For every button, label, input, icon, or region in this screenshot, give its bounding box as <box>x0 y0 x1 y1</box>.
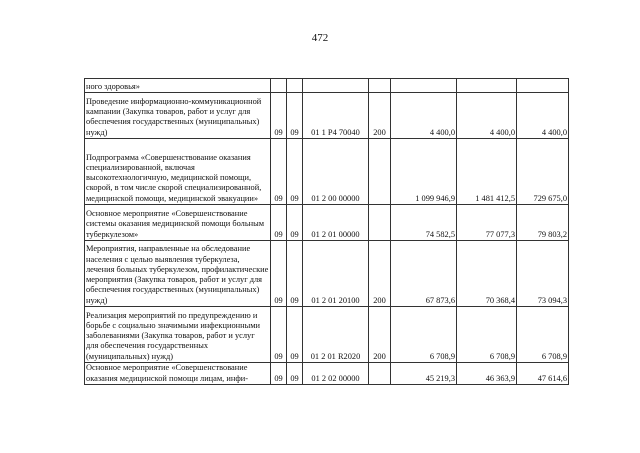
row-amount-year2: 4 400,0 <box>457 93 517 139</box>
row-expense-type: 200 <box>369 93 391 139</box>
row-podrazdel: 09 <box>287 139 303 205</box>
row-amount-year1: 1 099 946,9 <box>391 139 457 205</box>
row-amount-year3: 79 803,2 <box>517 205 569 241</box>
row-amount-year3 <box>517 79 569 93</box>
row-razdel: 09 <box>271 363 287 385</box>
row-podrazdel: 09 <box>287 307 303 363</box>
table-row <box>85 79 569 93</box>
row-podrazdel: 09 <box>287 205 303 241</box>
row-amount-year2: 46 363,9 <box>457 363 517 385</box>
row-expense-type <box>369 205 391 241</box>
table-row <box>85 205 569 241</box>
row-amount-year1: 4 400,0 <box>391 93 457 139</box>
row-expense-type: 200 <box>369 307 391 363</box>
row-amount-year3: 729 675,0 <box>517 139 569 205</box>
table-row <box>85 139 569 205</box>
row-name: Основное мероприятие «Совершенствование оказания медицинской помощи лицам, инфи- <box>85 363 271 385</box>
row-amount-year1: 74 582,5 <box>391 205 457 241</box>
row-expense-type <box>369 363 391 385</box>
row-name: Мероприятия, направленные на обследование населения с целью выявления туберкулеза, лечения больных туберкулезом, профилактические мероприятия (Закупка товаров, работ и услуг для обеспечения государственных (муниципальных) нужд) <box>85 241 271 307</box>
table-row <box>85 363 569 385</box>
row-name: Реализация мероприятий по предупреждению и борьбе с социально значимыми инфекционными заболеваниями (Закупка товаров, работ и услуг для обеспечения государственных (муниципальных) нужд) <box>85 307 271 363</box>
table-row <box>85 241 569 307</box>
row-expense-type: 200 <box>369 241 391 307</box>
row-target-article: 01 2 02 00000 <box>303 363 369 385</box>
row-podrazdel <box>287 79 303 93</box>
row-name: Проведение информационно-коммуникационной кампании (Закупка товаров, работ и услуг для обеспечения государственных (муниципальных) нужд) <box>85 93 271 139</box>
row-target-article: 01 1 P4 70040 <box>303 93 369 139</box>
row-amount-year3: 73 094,3 <box>517 241 569 307</box>
row-razdel: 09 <box>271 205 287 241</box>
row-amount-year3: 6 708,9 <box>517 307 569 363</box>
row-amount-year2: 6 708,9 <box>457 307 517 363</box>
row-razdel: 09 <box>271 93 287 139</box>
row-amount-year3: 47 614,6 <box>517 363 569 385</box>
row-amount-year1 <box>391 79 457 93</box>
row-target-article <box>303 79 369 93</box>
page-number: 472 <box>311 32 329 44</box>
row-target-article: 01 2 01 R2020 <box>303 307 369 363</box>
row-amount-year3: 4 400,0 <box>517 93 569 139</box>
row-name: ного здоровья» <box>85 79 271 93</box>
row-razdel: 09 <box>271 241 287 307</box>
row-expense-type <box>369 139 391 205</box>
row-target-article: 01 2 01 20100 <box>303 241 369 307</box>
table-row <box>85 307 569 363</box>
row-razdel: 09 <box>271 307 287 363</box>
row-amount-year2: 1 481 412,5 <box>457 139 517 205</box>
row-amount-year2: 77 077,3 <box>457 205 517 241</box>
row-amount-year2: 70 368,4 <box>457 241 517 307</box>
row-name: Основное мероприятие «Совершенствование системы оказания медицинской помощи больным туберкулезом» <box>85 205 271 241</box>
row-podrazdel: 09 <box>287 363 303 385</box>
budget-table <box>84 78 569 385</box>
row-target-article: 01 2 00 00000 <box>303 139 369 205</box>
row-target-article: 01 2 01 00000 <box>303 205 369 241</box>
row-podrazdel: 09 <box>287 93 303 139</box>
row-podrazdel: 09 <box>287 241 303 307</box>
row-razdel: 09 <box>271 139 287 205</box>
row-amount-year1: 67 873,6 <box>391 241 457 307</box>
row-expense-type <box>369 79 391 93</box>
row-amount-year1: 45 219,3 <box>391 363 457 385</box>
row-name: Подпрограмма «Совершенствование оказания специализированной, включая высокотехнологичную, медицинской помощи, скорой, в том числе скорой специализированной, медицинской помощи, медицинской эвакуации» <box>85 139 271 205</box>
row-razdel <box>271 79 287 93</box>
row-amount-year2 <box>457 79 517 93</box>
table-row <box>85 93 569 139</box>
row-amount-year1: 6 708,9 <box>391 307 457 363</box>
